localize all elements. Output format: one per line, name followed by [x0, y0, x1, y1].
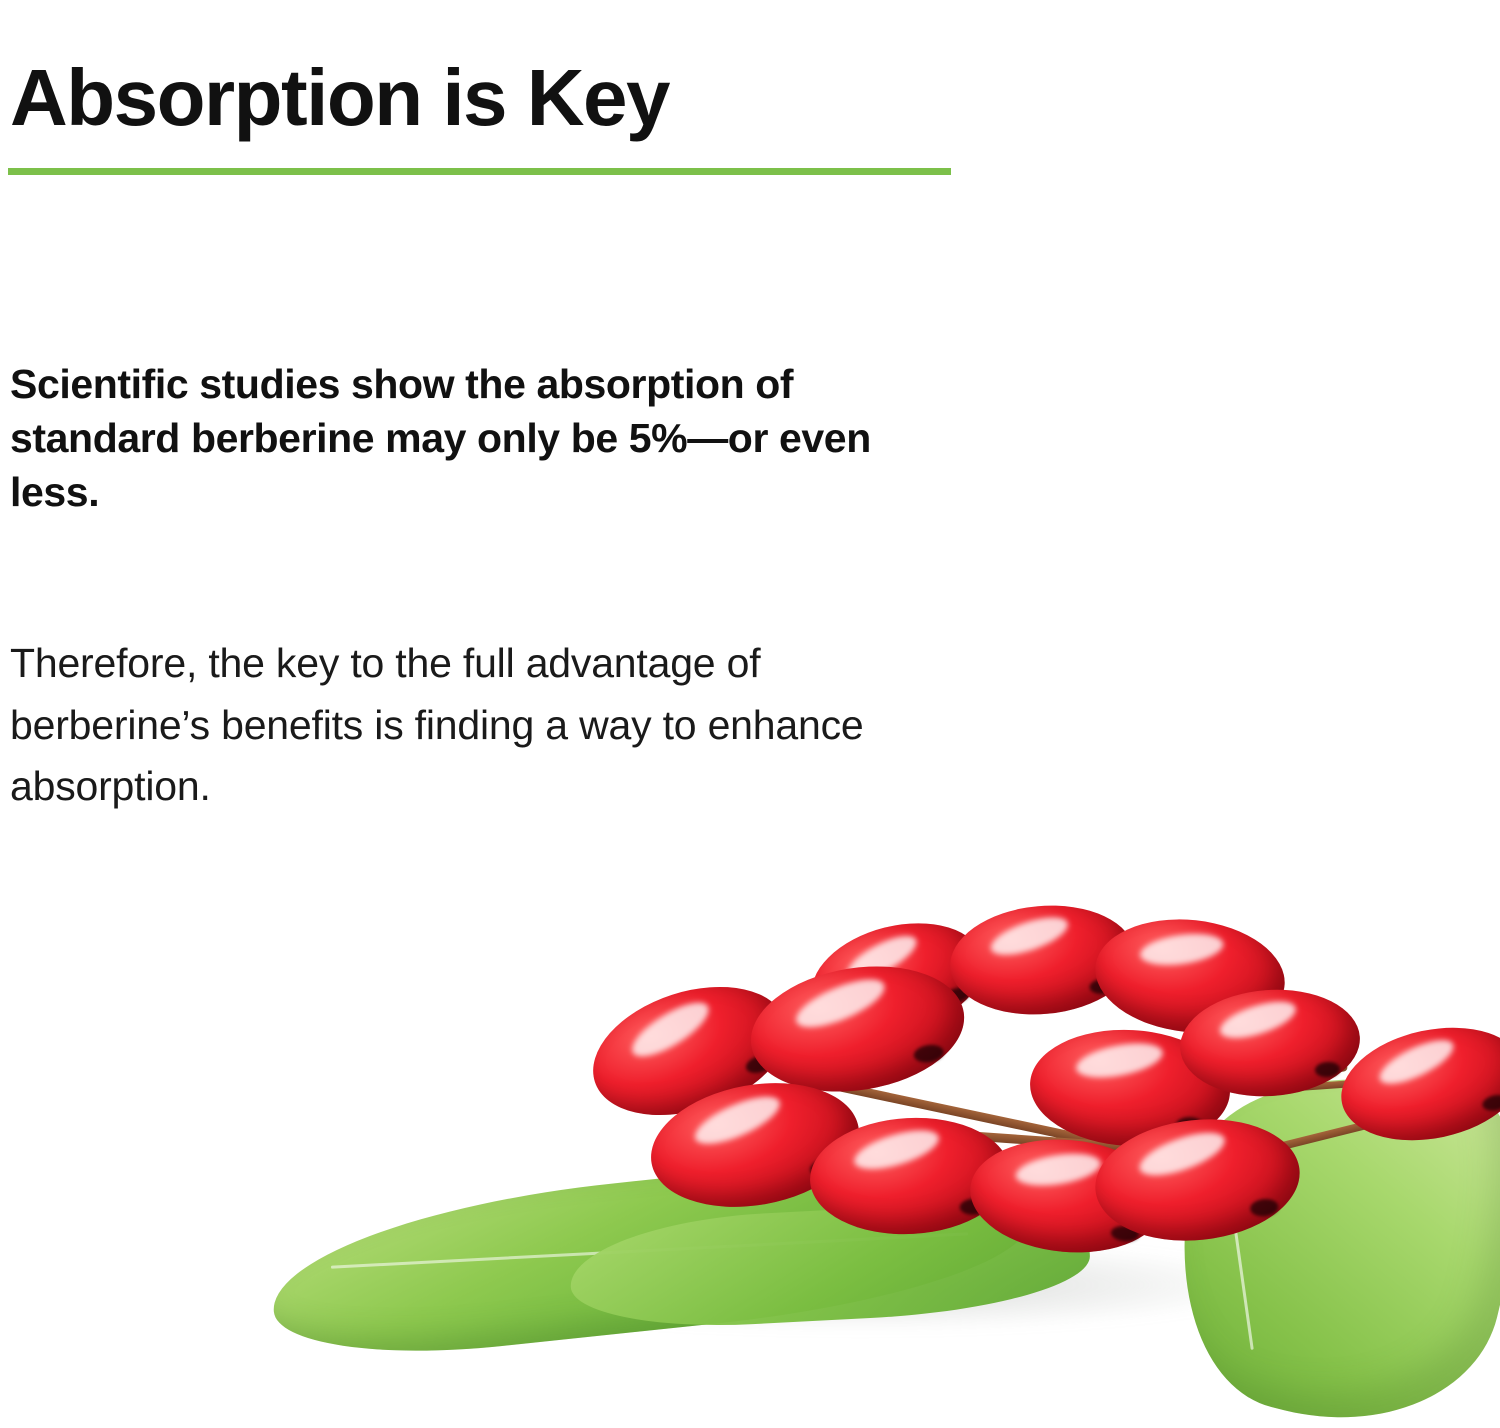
page-title: Absorption is Key: [10, 52, 670, 142]
accent-divider: [8, 168, 951, 175]
lede-paragraph: Scientific studies show the absorption of standard berberine may only be 5%—or even less.: [10, 361, 871, 516]
body-paragraph: Therefore, the key to the full advantage of berberine’s benefits is finding a way to enhance absorption.: [10, 640, 864, 809]
berberine-berries-photo: [250, 880, 1500, 1428]
